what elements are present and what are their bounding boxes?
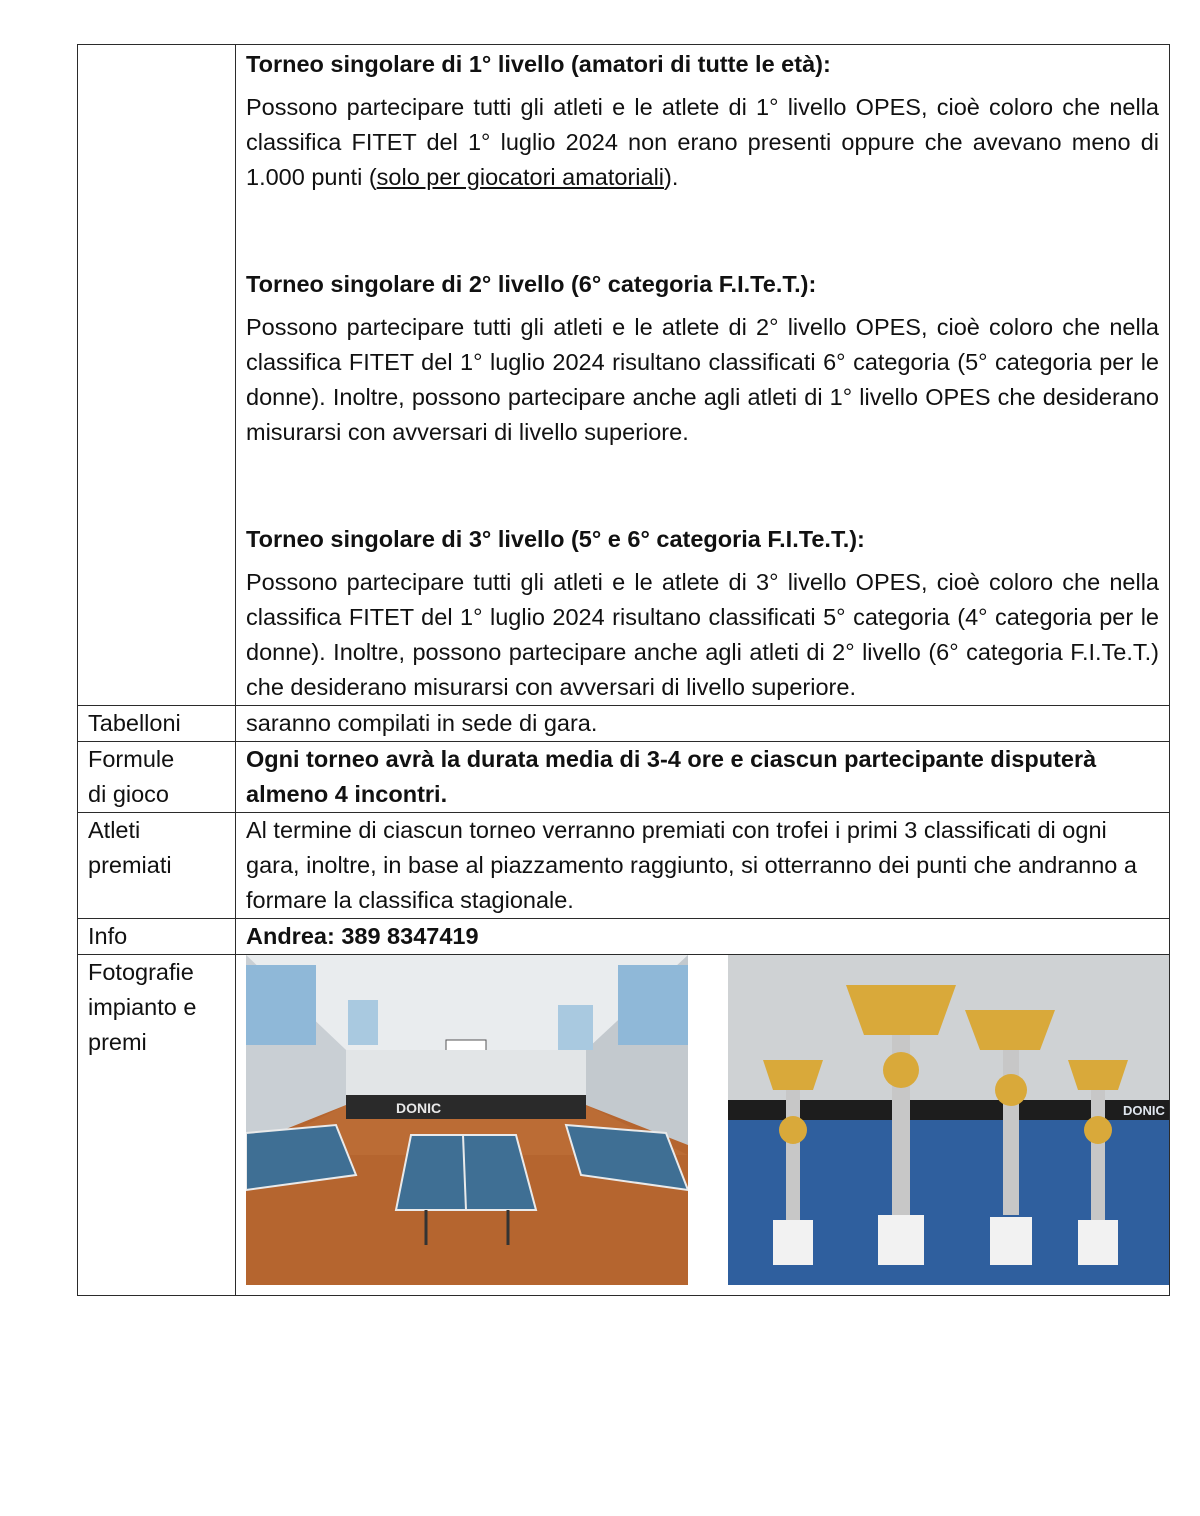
tabelloni-label: Tabelloni	[78, 706, 236, 742]
tournaments-row	[78, 45, 1170, 706]
tournament-3-text: Possono partecipare tutti gli atleti e le atlete di 3° livello OPES, cioè coloro che nella classifica FITET del 1° luglio 2024 risultano classificati 5° categoria (4° categoria per le donne). Inoltre, possono partecipare anche agli atleti di 2° livello (6° categoria F.I.Te.T.) che desiderano misurarsi con avversari di livello superiore.	[246, 569, 1159, 700]
info-label: Info	[78, 919, 236, 955]
atleti-label: Atleti premiati	[78, 813, 236, 919]
photos-row	[78, 955, 1170, 1296]
donic-net-text: DONIC	[396, 1100, 442, 1116]
formule-value: Ogni torneo avrà la durata media di 3-4 ore e ciascun partecipante disputerà almeno 4 incontri.	[236, 742, 1170, 813]
photos-label: Fotografie impianto e premi	[78, 955, 236, 1296]
formule-row	[78, 742, 1170, 813]
trophies-photo	[728, 955, 1169, 1285]
tabelloni-row	[78, 706, 1170, 742]
tournament-1-title: Torneo singolare di 1° livello (amatori di tutte le età):	[246, 51, 831, 77]
photos-cell	[236, 955, 1170, 1296]
info-value: Andrea: 389 8347419	[236, 919, 1170, 955]
tournament-2-text: Possono partecipare tutti gli atleti e le atlete di 2° livello OPES, cioè coloro che nella classifica FITET del 1° luglio 2024 risultano classificati 6° categoria (5° categoria per le donne). Inoltre, possono partecipare anche agli atleti di 1° livello OPES che desiderano misurarsi con avversari di livello superiore.	[246, 314, 1159, 445]
gym-photo	[246, 955, 688, 1285]
atleti-row	[78, 813, 1170, 919]
amateur-only-note: solo per giocatori amatoriali	[376, 164, 665, 190]
tournaments-cell	[236, 45, 1170, 706]
info-table	[77, 44, 1170, 1296]
tabelloni-value: saranno compilati in sede di gara.	[236, 706, 1170, 742]
donic-side-text: DONIC	[1123, 1103, 1165, 1118]
empty-label-cell	[78, 45, 236, 706]
tournament-2-title: Torneo singolare di 2° livello (6° categoria F.I.Te.T.):	[246, 271, 817, 297]
tournament-1-text: Possono partecipare tutti gli atleti e le atlete di 1° livello OPES, cioè coloro che nella classifica FITET del 1° luglio 2024 non erano presenti oppure che avevano meno di 1.000 punti (solo per giocatori amatoriali).	[246, 94, 1159, 190]
info-row	[78, 919, 1170, 955]
tournament-3-title: Torneo singolare di 3° livello (5° e 6° categoria F.I.Te.T.):	[246, 526, 865, 552]
atleti-value: Al termine di ciascun torneo verranno premiati con trofei i primi 3 classificati di ogni gara, inoltre, in base al piazzamento raggiunto, si otterranno dei punti che andranno a formare la classifica stagionale.	[236, 813, 1170, 919]
formule-label: Formule di gioco	[78, 742, 236, 813]
